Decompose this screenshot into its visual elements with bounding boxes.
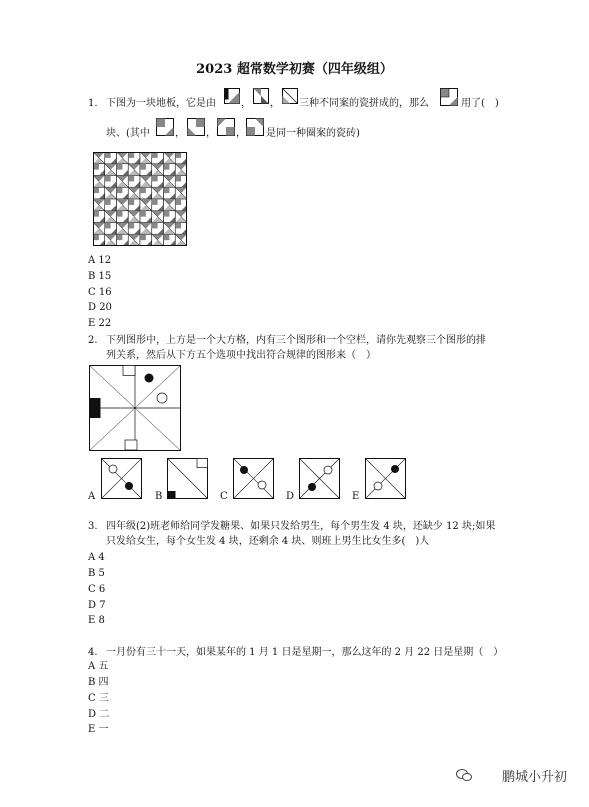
q2-label-e[interactable]: E — [352, 491, 360, 502]
tile-rot-1-icon — [156, 118, 174, 136]
tile-type-2-icon — [253, 88, 269, 104]
q4-option-c[interactable]: C 三 — [88, 693, 109, 704]
q3-option-d[interactable]: D 7 — [88, 600, 106, 611]
q1-text-e: 是同一种圈案的瓷砖) — [266, 128, 360, 139]
q2-text-line2: 列关系，然后从下方五个选项中找出符合规律的图形来（ ） — [106, 350, 376, 361]
q4-option-d[interactable]: D 二 — [88, 709, 110, 720]
q2-label-b[interactable]: B — [155, 491, 163, 502]
q2-main-grid-figure — [89, 365, 181, 451]
tile-rot-4-icon — [246, 118, 264, 136]
q1-text-b: 三种不同案的瓷拼成的，那么 — [299, 98, 429, 109]
q1-text-a: 下图为一块地板，它是由 — [106, 98, 216, 109]
watermark-text: 鹏城小升初 — [501, 770, 567, 785]
q4-number: 4. — [88, 647, 98, 658]
q1-option-b[interactable]: B 15 — [88, 271, 112, 282]
q1-option-a[interactable]: A 12 — [88, 255, 112, 266]
target-tile-icon — [440, 88, 458, 106]
q3-option-c[interactable]: C 6 — [88, 584, 106, 595]
q1-sep-4: ， — [206, 128, 216, 139]
tile-rot-3-icon — [217, 118, 235, 136]
q2-label-d[interactable]: D — [286, 491, 295, 502]
q3-text-line2: 只发给女生，每个女生发 4 块，还剩余 4 块、则班上男生比女生多( )人 — [106, 536, 430, 547]
q2-option-a-figure[interactable] — [101, 458, 142, 499]
q2-option-c-figure[interactable] — [233, 458, 274, 499]
q1-sep-3: ， — [175, 128, 185, 139]
q3-option-e[interactable]: E 8 — [88, 615, 105, 626]
q3-text-line1: 四年级(2)班老师给同学发糖果、如果只发给男生，每个男生发 4 块，还缺少 12 块;如果 — [106, 521, 496, 532]
tile-type-1-icon — [224, 88, 240, 104]
q1-number: 1. — [88, 98, 98, 109]
q2-text-line1: 下列图形中，上方是一个大方格，内有三个图形和一个空栏，请你先观察三个图形的排 — [106, 335, 486, 346]
q1-option-d[interactable]: D 20 — [88, 302, 112, 313]
q4-text-line1: 一月份有三十一天，如果某年的 1 月 1 日是星期一，那么这年的 2 月 22 日是星期（ ） — [106, 647, 504, 658]
q2-number: 2. — [88, 335, 98, 346]
q1-sep-2: ， — [270, 98, 280, 109]
q3-option-b[interactable]: B 5 — [88, 568, 105, 579]
floor-pattern-figure — [93, 152, 187, 246]
page-title: 2023 超常数学初赛（四年级组） — [196, 62, 393, 77]
tile-type-3-icon — [282, 88, 298, 104]
q2-option-e-figure[interactable] — [365, 458, 406, 499]
q4-option-e[interactable]: E 一 — [88, 724, 109, 735]
tile-rot-2-icon — [187, 118, 205, 136]
q1-sep-5: ， — [236, 128, 246, 139]
q2-label-c[interactable]: C — [220, 491, 228, 502]
q2-option-b-figure[interactable] — [167, 458, 208, 499]
q1-option-e[interactable]: E 22 — [88, 318, 112, 329]
q4-option-b[interactable]: B 四 — [88, 677, 109, 688]
q1-sep-1: ， — [241, 98, 251, 109]
q3-number: 3. — [88, 521, 98, 532]
q2-label-a[interactable]: A — [88, 491, 96, 502]
q1-option-c[interactable]: C 16 — [88, 287, 112, 298]
q3-option-a[interactable]: A 4 — [88, 552, 105, 563]
q4-option-a[interactable]: A 五 — [88, 661, 109, 672]
q1-text-d: 块、(其中 — [106, 128, 150, 139]
wechat-icon — [456, 768, 472, 782]
q2-option-d-figure[interactable] — [299, 458, 340, 499]
q1-text-c: 用了( ) — [461, 98, 499, 109]
